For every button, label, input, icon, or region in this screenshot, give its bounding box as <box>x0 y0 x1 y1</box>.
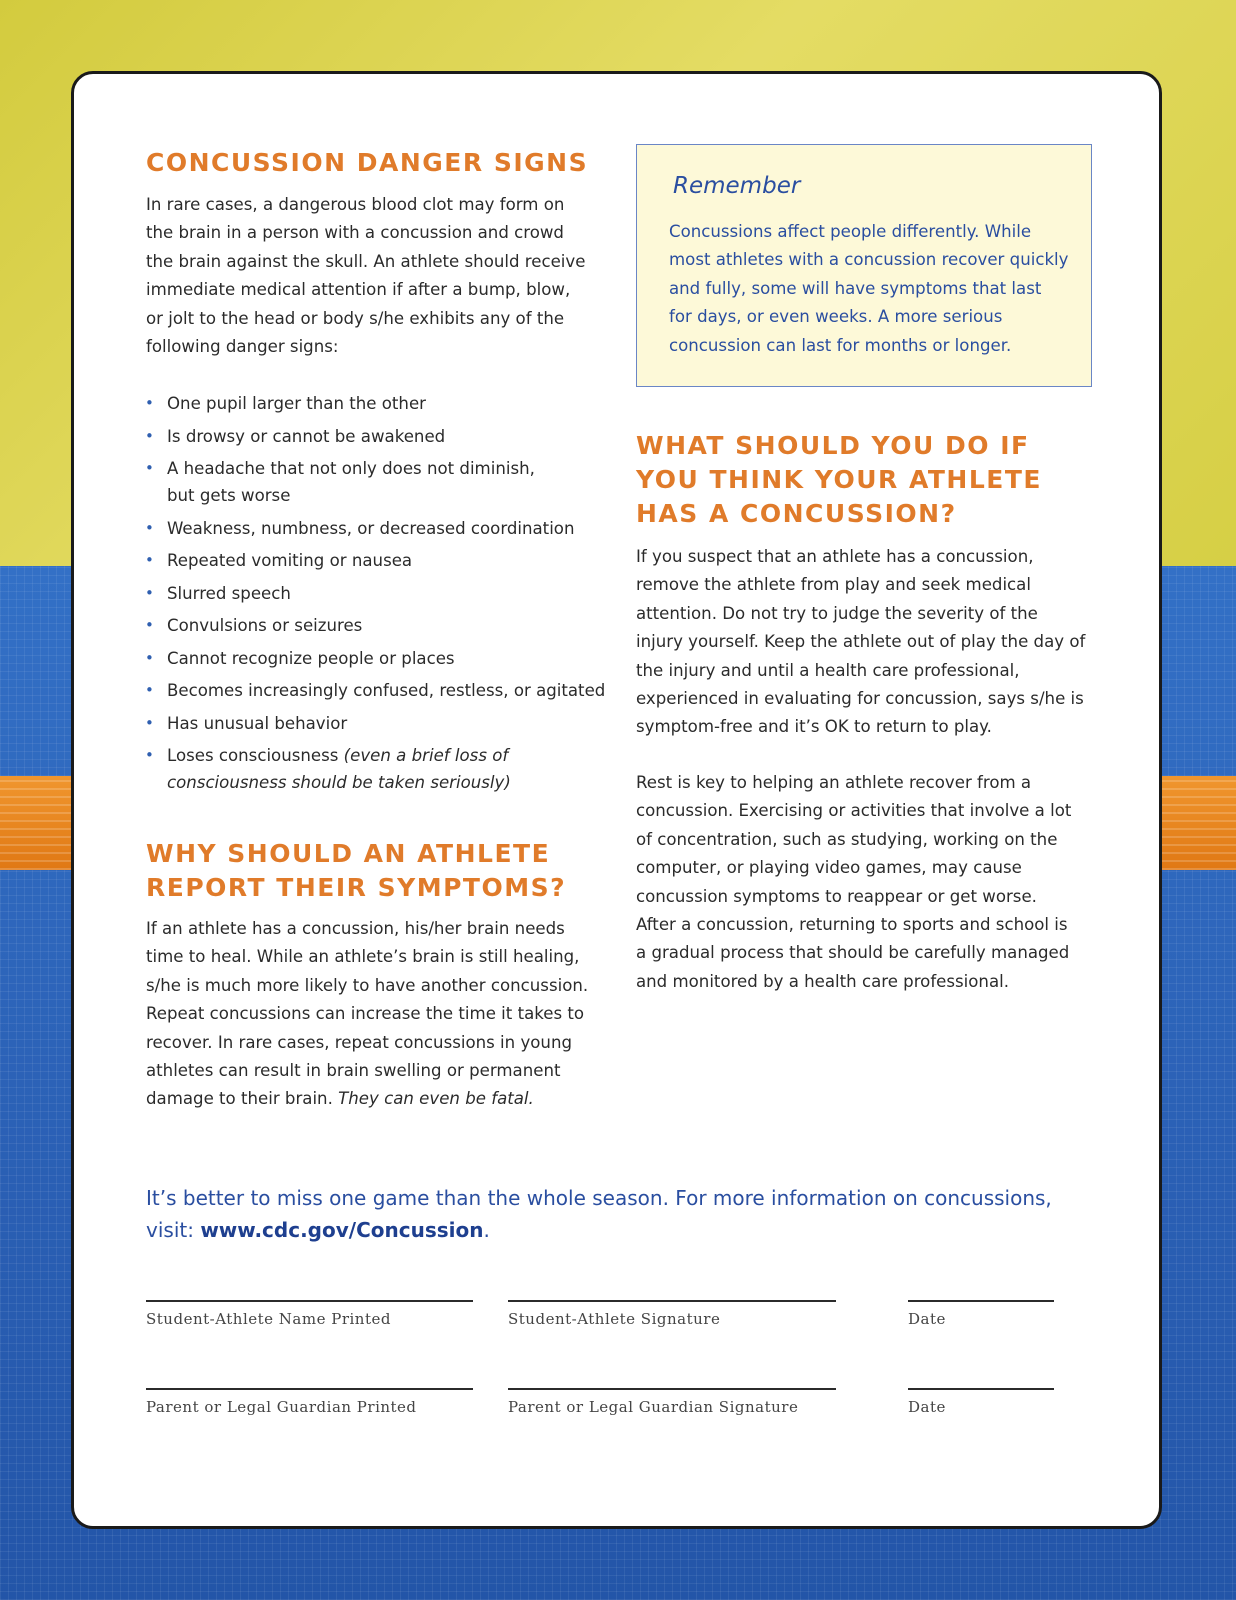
report-text: If an athlete has a concussion, his/her brain needs time to heal. While an athlete’s brain is still healing, s/he is much more likely to have another concussion. Repeat concussions can increase the time it takes to recover. In rare cases, repeat concussions in young athletes can result in brain swelling or permanent damage to their brain. They can even be fatal. <box>146 919 589 1109</box>
consciousness-note: (even a brief loss of consciousness should be taken seriously) <box>167 746 511 792</box>
bullet-icon: • <box>145 394 154 412</box>
bullet-icon: • <box>145 713 154 732</box>
bullet-icon: • <box>145 459 154 477</box>
danger-signs-intro: In rare cases, a dangerous blood clot may form on the brain in a person with a concussion and crowd the brain against the skull. An athlete should receive immediate medical attention if after a bump, blow, or jolt to the head or body s/he exhibits any of the following danger signs: <box>146 195 586 357</box>
student-name-label: Student-Athlete Name Printed <box>146 1310 391 1328</box>
list-item: • Repeated vomiting or nausea <box>145 547 615 574</box>
parent-signature-label: Parent or Legal Guardian Signature <box>508 1398 799 1416</box>
date-label-2: Date <box>908 1398 946 1416</box>
list-item: • Becomes increasingly confused, restless, or agitated <box>145 677 615 704</box>
what-to-do-paragraph-1: If you suspect that an athlete has a concussion, remove the athlete from play and seek medical attention. Do not try to judge the severity of the injury yourself. Keep the athlete out of play the day of the injury and until a health care professional, experienced in evaluating for concussion, says s/he is symptom-free and it’s OK to return to play. <box>636 547 1086 737</box>
student-name-line[interactable] <box>146 1300 473 1302</box>
bullet-icon: • <box>145 746 154 764</box>
list-item: • Has unusual behavior <box>145 710 615 737</box>
list-item: • Cannot recognize people or places <box>145 645 615 672</box>
parent-name-label: Parent or Legal Guardian Printed <box>146 1398 417 1416</box>
list-item: • One pupil larger than the other <box>145 390 615 417</box>
what-to-do-heading: WHAT SHOULD YOU DO IF YOU THINK YOUR ATHLETE HAS A CONCUSSION? <box>636 431 1042 528</box>
list-item: • Weakness, numbness, or decreased coordination <box>145 515 615 542</box>
remember-box <box>636 144 1092 387</box>
student-signature-label: Student-Athlete Signature <box>508 1310 721 1328</box>
danger-signs-heading: CONCUSSION DANGER SIGNS <box>146 148 589 177</box>
bullet-icon: • <box>145 583 154 602</box>
remember-title: Remember <box>673 173 801 199</box>
list-item: • Convulsions or seizures <box>145 612 615 639</box>
danger-signs-list <box>145 390 615 802</box>
bullet-icon: • <box>145 648 154 667</box>
remember-text: Concussions affect people differently. While most athletes with a concussion recover quickly and fully, some will have symptoms that last for days, or even weeks. A more serious concussion can last for months or longer. <box>669 222 1069 355</box>
what-to-do-paragraph-2: Rest is key to helping an athlete recover from a concussion. Exercising or activities that involve a lot of concentration, such as studying, working on the computer, or playing video games, may cause concussion symptoms to reappear or get worse. After a concussion, returning to sports and school is a gradual process that should be carefully managed and monitored by a health care professional. <box>636 773 1072 991</box>
bullet-icon: • <box>145 551 154 569</box>
bullet-icon: • <box>145 681 154 699</box>
bullet-icon: • <box>145 616 154 634</box>
list-item: • A headache that not only does not diminish, but gets worse <box>145 455 615 509</box>
list-item: • Is drowsy or cannot be awakened <box>145 423 615 450</box>
bullet-icon: • <box>145 518 154 537</box>
parent-signature-line[interactable] <box>508 1388 836 1390</box>
report-heading: WHY SHOULD AN ATHLETE REPORT THEIR SYMPTOMS? <box>146 839 567 902</box>
date-line-2[interactable] <box>908 1388 1054 1390</box>
date-line-1[interactable] <box>908 1300 1054 1302</box>
student-signature-line[interactable] <box>508 1300 836 1302</box>
date-label-1: Date <box>908 1310 946 1328</box>
cdc-link[interactable]: www.cdc.gov/Concussion <box>200 1218 484 1242</box>
bullet-icon: • <box>145 426 154 445</box>
list-item: • Loses consciousness (even a brief loss of consciousness should be taken seriously) <box>145 742 615 796</box>
report-emphasis: They can even be fatal. <box>338 1089 534 1109</box>
closing-statement: It’s better to miss one game than the whole season. For more information on concussions, visit: www.cdc.gov/Concussion. <box>146 1186 1052 1242</box>
parent-name-line[interactable] <box>146 1388 473 1390</box>
list-item: • Slurred speech <box>145 580 615 607</box>
